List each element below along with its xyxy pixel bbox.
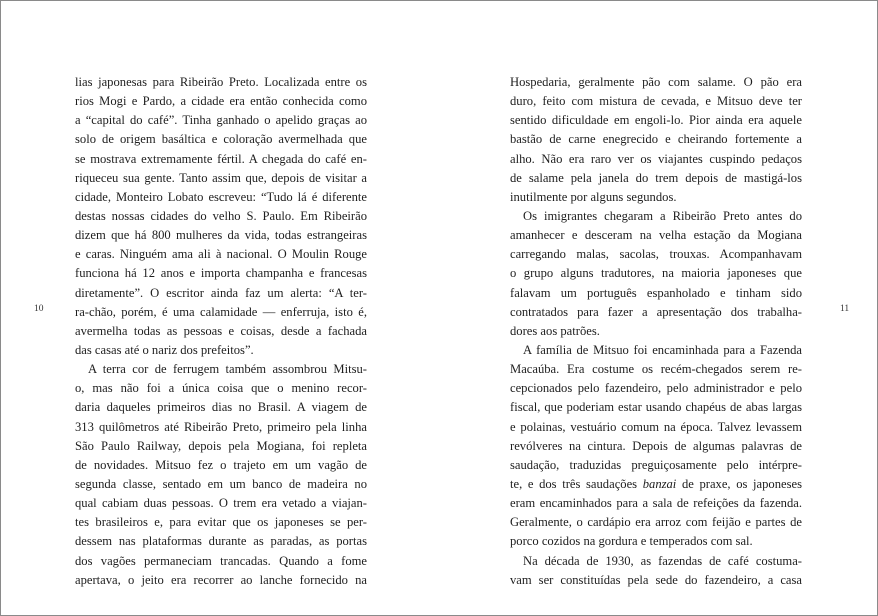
text-line: dizem que há 800 mulheres da vida, todas estrangeiras: [75, 228, 367, 243]
text-line: fiscal, que poderiam estar usando chapéus de abas largas: [510, 400, 802, 415]
text-line: solo de origem basáltica e coloração avermelhada que: [75, 132, 367, 147]
text-line: avermelha todas as pessoas e coisas, desde a fachada: [75, 323, 367, 338]
text-line: segunda classe, sentado em um banco de madeira no: [75, 476, 367, 491]
text-line: saudação, traduzidas preguiçosamente pelo intérpre-: [510, 457, 802, 472]
text-line: Hospedaria, geralmente pão com salame. O pão era: [510, 75, 802, 89]
text-line: revólveres na cintura. Depois de algumas palavras de: [510, 438, 802, 453]
text-line: sentido dificuldade em engoli-lo. Pior ainda era aquele: [510, 113, 802, 128]
text-line: das casas até o nariz dos prefeitos”.: [75, 342, 254, 357]
text-line: dessem nas plataformas durante as paradas, as portas: [75, 534, 367, 549]
text-line: [510, 475, 802, 494]
text-line: ra-chão, porém, é uma calamidade — enferruja, isto é,: [75, 304, 367, 319]
text-line: a “capital do café”. Tinha ganhado o apelido graças ao: [75, 113, 367, 128]
text-line: apertava, o jeito era recorrer ao lanche fornecido na: [75, 572, 367, 587]
text-line: alho. Não era raro ver os viajantes cuspindo pedaços: [510, 151, 802, 166]
text-line: amanhecer e desceram na velha estação da Mogiana: [510, 228, 802, 243]
text-line: funciona há 12 anos e importa champanha e francesas: [75, 266, 367, 281]
text-line: Macaúba. Era costume os recém-chegados serem re-: [510, 362, 802, 377]
left-page-text: [75, 73, 367, 590]
text-line: diretamente”. O escritor ainda faz um alerta: “A ter-: [75, 285, 367, 300]
text-line: lias japonesas para Ribeirão Preto. Localizada entre os: [75, 75, 367, 89]
text-line: falavam um português espanholado e tinham sido: [510, 285, 802, 300]
right-page-text: [510, 73, 802, 590]
text-line: carregando malas, sacolas, trouxas. Acompanhavam: [510, 247, 802, 262]
text-line: vam ser constituídas pela sede do fazendeiro, a casa: [510, 572, 802, 587]
text-line: inutilmente por alguns segundos.: [510, 189, 677, 204]
text-line: Na década de 1930, as fazendas de café costuma-: [523, 553, 802, 568]
text-line: cidade, Monteiro Lobato escreveu: “Tudo lá é diferente: [75, 189, 367, 204]
right-page: [439, 1, 877, 615]
text-line: A família de Mitsuo foi encaminhada para a Fazenda: [523, 342, 802, 357]
text-line: e caras. Ninguém ama ali à nacional. O Moulin Rouge: [75, 247, 367, 262]
text-line: se mostrava extremamente fértil. A chegada do café en-: [75, 151, 367, 166]
text-line: qual cabiam duas pessoas. O trem era vetado a viajan-: [75, 496, 367, 511]
text-line: destas nossas cidades do velho S. Paulo. Em Ribeirão: [75, 208, 367, 223]
page-number: 10: [34, 304, 44, 314]
italic-term: banzai: [642, 476, 677, 491]
text-line: A terra cor de ferrugem também assombrou Mitsu-: [88, 362, 367, 377]
text-line: e polainas, vestuário comum na época. Talvez levassem: [510, 419, 802, 434]
text-line: contratados para fazer a apresentação dos trabalha-: [510, 304, 802, 319]
text-line: o grupo alguns tradutores, na maioria japoneses que: [510, 266, 802, 281]
text-line: duro, feito com mistura de cevada, e Mitsuo deve ter: [510, 94, 802, 109]
text-line: São Paulo Railway, depois pela Mogiana, foi repleta: [75, 438, 367, 453]
text-line: bastão de carne enegrecido e cheirando fortemente a: [510, 132, 802, 147]
text-fragment: de praxe, os japoneses: [681, 476, 803, 491]
text-line: eram encaminhados para a sala de refeições da fazenda.: [510, 496, 802, 511]
text-fragment: te, e dos três saudações: [510, 476, 638, 491]
left-page: [1, 1, 439, 615]
text-line: rios Mogi e Pardo, a cidade era então conhecida como: [75, 94, 367, 109]
text-line: de novidades. Mitsuo fez o trajeto em um vagão de: [75, 457, 367, 472]
text-line: dos vagões permaneciam trancadas. Quando a fome: [75, 553, 367, 568]
text-line: tes brasileiros e, para evitar que os japoneses se per-: [75, 515, 367, 530]
text-line: Os imigrantes chegaram a Ribeirão Preto antes do: [523, 208, 802, 223]
text-line: o, mas não foi a única coisa que o menino recor-: [75, 381, 367, 396]
text-line: 313 quilômetros até Ribeirão Preto, primeiro pela linha: [75, 419, 367, 434]
text-line: de salame pela janela do trem depois de mastigá-los: [510, 170, 802, 185]
page-number: 11: [840, 304, 850, 314]
text-line: dores aos patrões.: [510, 323, 600, 338]
text-line: daria daqueles primeiros dias no Brasil. A viagem de: [75, 400, 367, 415]
text-line: porco cozidos na gordura e temperados com sal.: [510, 534, 753, 549]
text-line: riqueceu sua gente. Tanto assim que, depois de visitar a: [75, 170, 367, 185]
text-line: cepcionados pelo fazendeiro, pelo administrador e pelo: [510, 381, 802, 396]
text-line: Geralmente, o cardápio era arroz com feijão e partes de: [510, 515, 802, 530]
